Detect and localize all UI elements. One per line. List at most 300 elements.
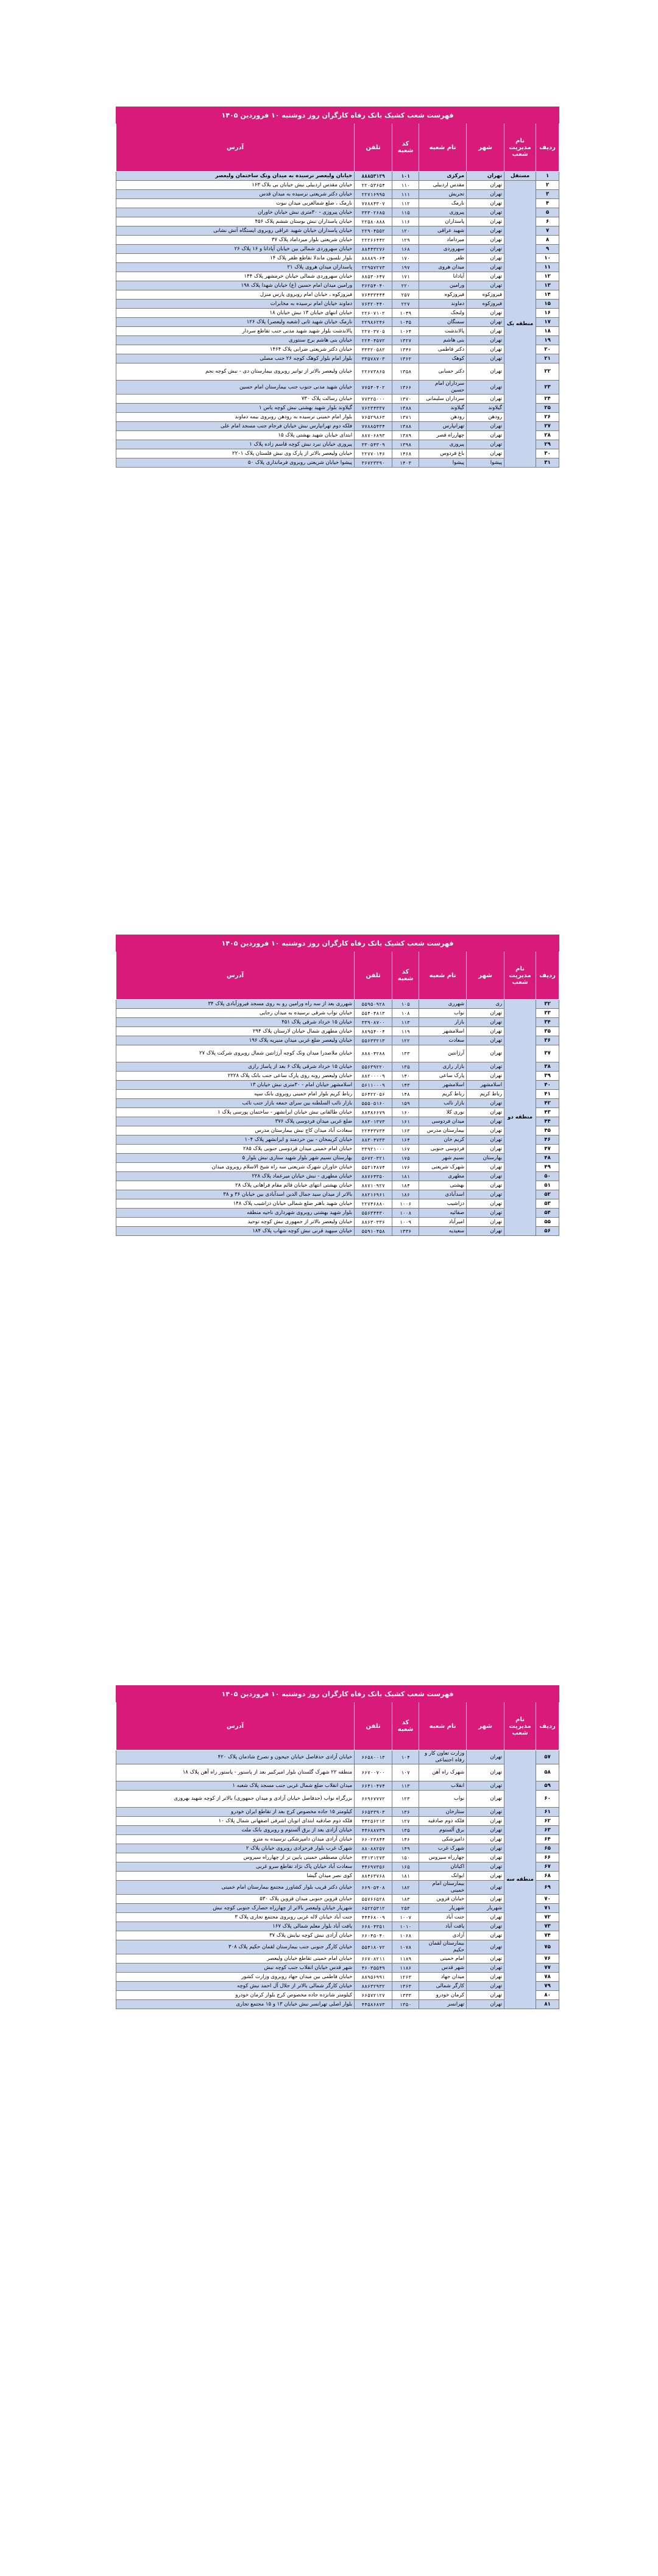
cell-name: سهروردی (419, 245, 467, 254)
cell-tel: ۲۲۰۵۳۶۵۴ (355, 181, 392, 190)
table-row (116, 281, 559, 290)
table-row (116, 1117, 559, 1126)
cell-code: ۱۳۳ (392, 1045, 419, 1062)
cell-city: تهران (467, 1791, 504, 1808)
cell-tel: ۵۵۴۰۴۸۱۳ (355, 1009, 392, 1018)
cell-code: ۱۳۶ (392, 1808, 419, 1817)
cell-idx: ۱ (536, 172, 559, 181)
cell-city: رباط کریم (467, 1090, 504, 1099)
cell-idx: ۴ (536, 199, 559, 208)
cell-idx: ۶ (536, 217, 559, 226)
cell-code: ۱۰۰۶ (392, 1199, 419, 1209)
cell-city: تهران (467, 1826, 504, 1835)
cell-code: ۱۳۳۶ (392, 1227, 419, 1236)
cell-addr: فلکه دوم صادقیه ابتدای اتوبان اشرفی اصفهانی شمال پلاک ۱۰ (116, 1817, 355, 1826)
table-row (116, 1072, 559, 1081)
cell-idx: ۴۰ (536, 1081, 559, 1090)
cell-tel: ۶۶۹۰۵۴۰۸ (355, 1881, 392, 1895)
cell-addr: کوی نصر میدان گیشا (116, 1872, 355, 1881)
cell-name: دامپزشکی (419, 1835, 467, 1844)
cell-idx: ۷۹ (536, 1982, 559, 1991)
cell-city: تهران (467, 345, 504, 354)
table-row (116, 1817, 559, 1826)
page-title: فهرست شعب کشیک بانک رفاه کارگران روز دوشنبه ۱۰ فروردین ۱۴۰۵ (116, 935, 559, 952)
cell-name: بیمارستان مدرس (419, 1126, 467, 1135)
cell-idx: ۱۱ (536, 263, 559, 272)
cell-city: تهران (467, 1072, 504, 1081)
cell-code: ۱۰۱۰ (392, 1922, 419, 1931)
cell-addr: شهرک غرب بلوار فرحزادی روبروی خیابان پلاک ۲ (116, 1844, 355, 1853)
cell-addr: اسلامشهر خیابان امام - ۳۰متری نبش خیابان ۱۳ (116, 1081, 355, 1090)
cell-tel: ۷۶۲۳۴۳۳۷ (355, 404, 392, 413)
cell-city: تهران (467, 245, 504, 254)
cell-idx: ۲۲ (536, 363, 559, 381)
cell-name: بیمارستان لقمان حکیم (419, 1940, 467, 1954)
cell-addr: خیابان ولیعصر بالاتر از پارک وی نبش فلستان پلاک ۲۲۰۱ (116, 449, 355, 458)
cell-tel: ۸۸۳۰۴۷۳۳ (355, 1135, 392, 1145)
cell-name: آپادانا (419, 272, 467, 281)
cell-tel: ۷۷۵۴۰۴۰۲ (355, 381, 392, 395)
cell-tel: ۸۸۲۱۶۹۶۱ (355, 1190, 392, 1199)
cell-name: صفائیه (419, 1209, 467, 1218)
cell-idx: ۳۴ (536, 1018, 559, 1027)
cell-addr: خیابان ملاصدرا میدان ونک کوچه آرژانتین شمال روبروی شرکت پلاک ۲۷ (116, 1045, 355, 1062)
cell-idx: ۲۰ (536, 345, 559, 354)
cell-tel: ۸۸۹۵۴۰۰۴ (355, 1027, 392, 1036)
cell-idx: ۴۱ (536, 1090, 559, 1099)
cell-name: ظفر (419, 254, 467, 263)
table-row (116, 172, 559, 181)
cell-city: پیشوا (467, 458, 504, 468)
cell-addr: خیابان انتهای خیابان ۱۳ نبش خیابان ۱۸ (116, 309, 355, 318)
cell-code: ۱۳۸۸ (392, 422, 419, 431)
column-header-region: نام مدیریت شعب (504, 1702, 536, 1750)
cell-idx: ۷ (536, 226, 559, 236)
cell-code: ۱۴۳ (392, 1081, 419, 1090)
cell-city: تهران (467, 1218, 504, 1227)
cell-city: تهران (467, 1163, 504, 1172)
cell-tel: ۷۷۸۸۵۴۳۴ (355, 422, 392, 431)
cell-addr: خیابان پاسداران خیابان شهید عراقی روبروی ایستگاه آتش نشانی (116, 226, 355, 236)
cell-city: تهران (467, 1940, 504, 1954)
cell-tel: ۵۵۶۳۴۴۳۰ (355, 1209, 392, 1218)
cell-name: باغ فردوس (419, 449, 467, 458)
cell-city: تهران (467, 1108, 504, 1117)
cell-tel: ۲۲۴۰۴۵۷۲ (355, 336, 392, 345)
cell-tel: ۷۷۳۲۵۰۰۰ (355, 395, 392, 404)
cell-city: تهران (467, 1199, 504, 1209)
column-header-name: نام شعبه (419, 124, 467, 172)
cell-city: تهران (467, 1036, 504, 1045)
cell-code: ۱۷۵ (392, 1154, 419, 1163)
table-row (116, 1018, 559, 1027)
cell-tel: ۶۶۵۷۲۱۲۷ (355, 1991, 392, 2000)
cell-city: تهران (467, 1181, 504, 1190)
cell-tel: ۸۸۴۸۶۶۷۹ (355, 1108, 392, 1117)
cell-addr: خیابان بهشتی انتهای خیابان قائم مقام فراهانی پلاک ۲۸ (116, 1181, 355, 1190)
cell-tel: ۶۶۰۲۳۸۴۴ (355, 1835, 392, 1844)
cell-addr: خیابان آزادی میدان دامپزشکی نرسیده به مترو (116, 1835, 355, 1844)
cell-idx: ۴۴ (536, 1117, 559, 1126)
cell-addr: خیابان طالقانی نبش خیابان ایرانشهر - ساختمان پورسی پلاک ۱ (116, 1108, 355, 1117)
cell-code: ۱۳۶۳ (392, 1982, 419, 1991)
cell-city: شهریار (467, 1904, 504, 1913)
cell-code: ۱۶۳ (392, 1126, 419, 1135)
cell-tel: ۵۵۹۵۰۹۲۸ (355, 1000, 392, 1009)
cell-code: ۱۴۶ (392, 1835, 419, 1844)
cell-tel: ۸۸۴۶۳۷۶۸ (355, 1872, 392, 1881)
cell-addr: بلوار امام بلوار کوهک کوچه ۲۶ جنب مصلی (116, 354, 355, 363)
table-row (116, 1209, 559, 1218)
cell-addr: خیابان قزوین جنوبی میدان قزوین پلاک ۵۳۰ (116, 1895, 355, 1904)
cell-name: آرژانتین (419, 1045, 467, 1062)
cell-code: ۱۰۰۷ (392, 1913, 419, 1922)
cell-addr: بلوار شهید بهشتی روبروی شهرداری ناحیه منطقه (116, 1209, 355, 1218)
cell-code: ۱۳۲۷ (392, 336, 419, 345)
table-row (116, 217, 559, 226)
cell-city: تهران (467, 318, 504, 327)
table-row (116, 1781, 559, 1791)
cell-idx: ۶۴ (536, 1835, 559, 1844)
cell-tel: ۳۶۷۲۳۳۹۰ (355, 458, 392, 468)
table-row (116, 354, 559, 363)
cell-code: ۱۳۸۹ (392, 431, 419, 440)
cell-addr: پیروزی خیابان نبرد نبش کوچه قاسم زاده پلاک ۱ (116, 440, 355, 449)
cell-name: پالاندشت (419, 327, 467, 336)
cell-name: فلکه دوم صادقیه (419, 1817, 467, 1826)
cell-tel: ۲۲۷۱۶۹۹۵ (355, 190, 392, 199)
cell-tel: ۲۲۴۴۳۷۳۴ (355, 1126, 392, 1135)
cell-addr: خیابان مقدس اردبیلی نبش خیابان بی بلاک ۱۶۳ (116, 181, 355, 190)
page-title: فهرست شعب کشیک بانک رفاه کارگران روز دوشنبه ۱۰ فروردین ۱۴۰۵ (116, 107, 559, 124)
cell-addr: خیابان شریعتی بلوار میرداماد پلاک ۳۷ (116, 236, 355, 245)
column-header-addr: آدرس (116, 1702, 355, 1750)
table-row (116, 1826, 559, 1835)
cell-tel: ۴۴۲۵۶۲۱۳ (355, 1817, 392, 1826)
cell-idx: ۳۰ (536, 449, 559, 458)
cell-city: تهران (467, 1853, 504, 1862)
cell-code: ۱۱۱ (392, 190, 419, 199)
cell-addr: گیلاوند بلوار شهید بهشتی نبش کوچه یاس ۱ (116, 404, 355, 413)
table-row (116, 1764, 559, 1781)
cell-addr: نارمک خیابان شهید ثانی (شعبه ولیعصر) پلاک ۱۲۶ (116, 318, 355, 327)
cell-addr: ضلع غربی میدان فردوسی پلاک ۳۷۶ (116, 1117, 355, 1126)
cell-code: ۱۳۸۸ (392, 404, 419, 413)
table-row (116, 1062, 559, 1072)
cell-city: تهران (467, 208, 504, 217)
cell-name: بازار نائب (419, 1099, 467, 1108)
cell-tel: ۶۶۵۳۳۹۰۳ (355, 1808, 392, 1817)
column-header-city: شهر (467, 1702, 504, 1750)
cell-addr: خیابان مطهری شمال خیابان لارستان پلاک ۲۹۴ (116, 1027, 355, 1036)
cell-name: سرداران سلیمانی (419, 395, 467, 404)
table-row (116, 208, 559, 217)
column-header-name: نام شعبه (419, 1702, 467, 1750)
cell-code: ۱۴۸ (392, 1090, 419, 1099)
cell-addr: بهارستان نسیم شهر بلوار شهید ستاری نبش بلوار ۵ (116, 1154, 355, 1163)
cell-name: امیرآباد (419, 1218, 467, 1227)
cell-idx: ۶۸ (536, 1872, 559, 1881)
cell-code: ۱۰۶۴ (392, 327, 419, 336)
table-row (116, 413, 559, 422)
table-row (116, 1835, 559, 1844)
cell-idx: ۵۳ (536, 1199, 559, 1209)
cell-addr: خیابان خاوران شهرک شریعتی سه راه شیخ الاسلام روبروی میدان (116, 1163, 355, 1172)
cell-city: تهران (467, 1881, 504, 1895)
cell-tel: ۶۶۵۸۰۰۱۳ (355, 1750, 392, 1764)
cell-code: ۱۶۰ (392, 1108, 419, 1117)
column-header-idx: ردیف (536, 124, 559, 172)
cell-idx: ۱۶ (536, 309, 559, 318)
cell-tel: ۸۸۶۳۲۹۳۲ (355, 1982, 392, 1991)
cell-city: اسلامشهر (467, 1081, 504, 1090)
cell-code: ۱۸۱ (392, 1872, 419, 1881)
cell-addr: خیابان آزادی حدفاصل خیابان جیحون و نصرخ شادمان پلاک ۴۲۰ (116, 1750, 355, 1764)
cell-tel: ۸۸۴۴۳۲۷۶ (355, 245, 392, 254)
table-row (116, 327, 559, 336)
cell-idx: ۳۹ (536, 1072, 559, 1081)
cell-name: پاسداران (419, 217, 467, 226)
cell-name: پیشوا (419, 458, 467, 468)
page-title: فهرست شعب کشیک بانک رفاه کارگران روز دوشنبه ۱۰ فروردین ۱۴۰۵ (116, 1686, 559, 1702)
column-header-tel: تلفن (355, 1702, 392, 1750)
cell-code: ۱۱۵ (392, 208, 419, 217)
column-header-addr: آدرس (116, 124, 355, 172)
cell-city: تهران (467, 1045, 504, 1062)
cell-name: ستارخان (419, 1808, 467, 1817)
table-row (116, 458, 559, 468)
cell-city: تهران (467, 1135, 504, 1145)
cell-city: تهران (467, 1062, 504, 1072)
cell-tel: ۲۲۹۸۶۲۴۶ (355, 318, 392, 327)
cell-name: خیابان قزوین (419, 1895, 467, 1904)
cell-code: ۱۸۳ (392, 1895, 419, 1904)
cell-city: رودهن (467, 413, 504, 422)
cell-addr: خیابان کارگر شمالی بالاتر از جلال آل احمد نبش کوچه (116, 1982, 355, 1991)
cell-idx: ۲۵ (536, 404, 559, 413)
cell-city: تهران (467, 1862, 504, 1872)
cell-city: تهران (467, 1817, 504, 1826)
cell-tel: ۴۴۶۹۷۳۵۶ (355, 1862, 392, 1872)
table-row (116, 1045, 559, 1062)
table-row (116, 245, 559, 254)
table-row (116, 381, 559, 395)
table-row (116, 1791, 559, 1808)
cell-addr: شهرری بعد از سه راه ورامین رو به روی مسجد فیروزآبادی پلاک ۳۴ (116, 1000, 355, 1009)
cell-addr: میدان انقلاب ضلع شمال غربی جنب مسجد پلاک شعبه ۱ (116, 1781, 355, 1791)
cell-idx: ۵۸ (536, 1764, 559, 1781)
cell-idx: ۴۶ (536, 1135, 559, 1145)
cell-tel: ۸۸۸۰۴۲۸۸ (355, 1045, 392, 1062)
table-row (116, 1982, 559, 1991)
cell-name: چهارراه قصر (419, 431, 467, 440)
cell-tel: ۸۸۹۵۶۹۹۱ (355, 1973, 392, 1982)
cell-code: ۱۳۹۸ (392, 440, 419, 449)
cell-idx: ۵۷ (536, 1750, 559, 1764)
region-name: منطقه دو (504, 1000, 536, 1236)
cell-code: ۱۰۴ (392, 1750, 419, 1764)
cell-code: ۱۱۶ (392, 217, 419, 226)
cell-idx: ۴۷ (536, 1145, 559, 1154)
cell-city: تهران (467, 281, 504, 290)
cell-addr: جنت آباد خیابان لاله غربی روبروی مجتمع تجاری پلاک ۳ (116, 1913, 355, 1922)
cell-name: دکتر فاطمی (419, 345, 467, 354)
cell-addr: دماوند خیابان امام نرسیده به مخابرات (116, 300, 355, 309)
cell-addr: خیابان پاسداران نبش بوستان ششم پلاک ۴۵۶ (116, 217, 355, 226)
cell-name: رباط کریم (419, 1090, 467, 1099)
cell-name: مطهری (419, 1172, 467, 1181)
cell-code: ۱۱۸۶ (392, 1964, 419, 1973)
cell-tel: ۵۶۷۲۰۳۲۱ (355, 1154, 392, 1163)
cell-city: ری (467, 1000, 504, 1009)
cell-idx: ۵۵ (536, 1218, 559, 1227)
cell-idx: ۸ (536, 236, 559, 245)
cell-name: بازار (419, 1018, 467, 1027)
cell-city: تهران (467, 1872, 504, 1881)
column-header-addr: آدرس (116, 952, 355, 1000)
cell-addr: سعادت آباد خیابان پاک نژاد تقاطع سرو غربی (116, 1862, 355, 1872)
column-header-region: نام مدیریت شعب (504, 952, 536, 1000)
cell-code: ۱۰۶۸ (392, 1931, 419, 1940)
cell-code: ۱۸۶ (392, 1190, 419, 1199)
cell-addr: خیابان شهید مدنی جنوب جنب بیمارستان امام حسین (116, 381, 355, 395)
cell-code: ۱۳۷۰ (392, 395, 419, 404)
cell-code: ۱۳۶۲ (392, 354, 419, 363)
cell-tel: ۵۵۵۰۵۱۶۰ (355, 1099, 392, 1108)
cell-tel: ۶۶۰۴۵۰۴۰ (355, 1931, 392, 1940)
cell-code: ۱۱۲ (392, 199, 419, 208)
cell-city: تهران (467, 1982, 504, 1991)
cell-idx: ۵۰ (536, 1172, 559, 1181)
cell-tel: ۵۵۳۱۴۸۷۴ (355, 1163, 392, 1172)
cell-idx: ۱۷ (536, 318, 559, 327)
cell-city: تهران (467, 354, 504, 363)
cell-code: ۱۷۰ (392, 254, 419, 263)
table-row (116, 1126, 559, 1135)
cell-addr: خیابان کارگر جنوبی جنب بیمارستان لقمان حکیم پلاک ۳۰۸ (116, 1940, 355, 1954)
cell-city: تهران (467, 263, 504, 272)
cell-city: تهران (467, 1099, 504, 1108)
cell-name: نواب (419, 1009, 467, 1018)
cell-city: تهران (467, 1844, 504, 1853)
cell-name: شهرک غرب (419, 1844, 467, 1853)
cell-name: وزارت تعاون کار و رفاه اجتماعی (419, 1750, 467, 1764)
cell-city: بهارستان (467, 1154, 504, 1163)
cell-code: ۱۶۱ (392, 1117, 419, 1126)
table-row (116, 1036, 559, 1045)
cell-name: میدان جهاد (419, 1973, 467, 1982)
table-row (116, 1227, 559, 1236)
table-row (116, 1750, 559, 1764)
cell-name: بنی هاشم (419, 336, 467, 345)
table-row (116, 1145, 559, 1154)
cell-code: ۱۳۵ (392, 1062, 419, 1072)
table-row (116, 1190, 559, 1199)
cell-city: تهران (467, 1190, 504, 1199)
table-row (116, 422, 559, 431)
table-row (116, 1881, 559, 1895)
cell-addr: خیابان کریمخان - بین خردمند و ایرانشهر پلاک ۱۰۴ (116, 1135, 355, 1145)
cell-tel: ۲۲۷۴۶۸۸۰ (355, 1199, 392, 1209)
table-row (116, 1940, 559, 1954)
cell-city: تهران (467, 363, 504, 381)
cell-idx: ۷۶ (536, 1954, 559, 1964)
cell-name: نوری کلا (419, 1108, 467, 1117)
cell-idx: ۶۶ (536, 1853, 559, 1862)
cell-tel: ۶۶۷۰۰۷۰۰ (355, 1764, 392, 1781)
cell-addr: خیابان بنی هاشم برج سنتوری (116, 336, 355, 345)
cell-name: پارک ساعی (419, 1072, 467, 1081)
cell-name: جنت آباد (419, 1913, 467, 1922)
cell-code: ۱۱۳ (392, 1018, 419, 1027)
cell-addr: خیابان نواب شرقی نرسیده به میدان رجایی (116, 1009, 355, 1018)
cell-code: ۱۰۷۸ (392, 1940, 419, 1954)
cell-name: کریم خان (419, 1135, 467, 1145)
cell-tel: ۸۸۵۳۰۶۴۷ (355, 272, 392, 281)
cell-name: شهرک شریعتی (419, 1163, 467, 1172)
cell-tel: ۲۲۹۵۷۲۷۳ (355, 263, 392, 272)
cell-city: تهران (467, 1126, 504, 1135)
cell-tel: ۸۸۸۵۳۱۲۹ (355, 172, 392, 181)
cell-idx: ۲ (536, 181, 559, 190)
cell-city: تهران (467, 309, 504, 318)
table-row (116, 1218, 559, 1227)
table-row (116, 272, 559, 281)
cell-addr: خیابان رسالت پلاک ۷۳۰ (116, 395, 355, 404)
cell-addr: خیابان آزادی بعد از برق آلستوم و روبروی بانک ملت (116, 1826, 355, 1835)
cell-code: ۱۰۰۹ (392, 1218, 419, 1227)
cell-city: تهران (467, 181, 504, 190)
cell-name: آزادی (419, 1931, 467, 1940)
table-row (116, 1181, 559, 1190)
cell-city: تهران (467, 226, 504, 236)
cell-addr: پالاندشت بلوار شهید شهید مدنی جنب تقاطع سردار (116, 327, 355, 336)
table-row (116, 440, 559, 449)
cell-name: میدان فردوسی (419, 1117, 467, 1126)
cell-name: شهرری (419, 1000, 467, 1009)
cell-idx: ۷۷ (536, 1964, 559, 1973)
cell-city: تهران (467, 1931, 504, 1940)
cell-idx: ۴۵ (536, 1126, 559, 1135)
region-name: منطقه سه (504, 1750, 536, 2009)
table-row (116, 1844, 559, 1853)
cell-code: ۱۰۰۸ (392, 1209, 419, 1218)
cell-city: تهران (467, 1781, 504, 1791)
cell-idx: ۳۲ (536, 1000, 559, 1009)
cell-city: تهران (467, 395, 504, 404)
cell-idx: ۵۲ (536, 1190, 559, 1199)
cell-addr: فلکه دوم تهرانپارس نبش خیابان فرجام جنب مسجد امام علی (116, 422, 355, 431)
cell-tel: ۲۲۲۶۶۴۴۲ (355, 236, 392, 245)
table-row (116, 1862, 559, 1872)
table-row (116, 1154, 559, 1163)
table-row (116, 300, 559, 309)
cell-city: تهران (467, 1018, 504, 1027)
cell-idx: ۲۴ (536, 395, 559, 404)
cell-code: ۱۳۴۶ (392, 345, 419, 354)
cell-idx: ۸۰ (536, 1991, 559, 2000)
cell-addr: رباط کریم بلوار امام خمینی روبروی بانک سپه (116, 1090, 355, 1099)
table-row (116, 1872, 559, 1881)
cell-city: تهران (467, 1964, 504, 1973)
cell-idx: ۱۹ (536, 336, 559, 345)
cell-tel: ۸۸۶۳۰۳۳۶ (355, 1218, 392, 1227)
cell-name: سعادت (419, 1036, 467, 1045)
cell-idx: ۳۱ (536, 458, 559, 468)
cell-tel: ۳۳۵۷۸۷۰۳ (355, 354, 392, 363)
cell-city: تهران (467, 1973, 504, 1982)
cell-city: تهران (467, 254, 504, 263)
